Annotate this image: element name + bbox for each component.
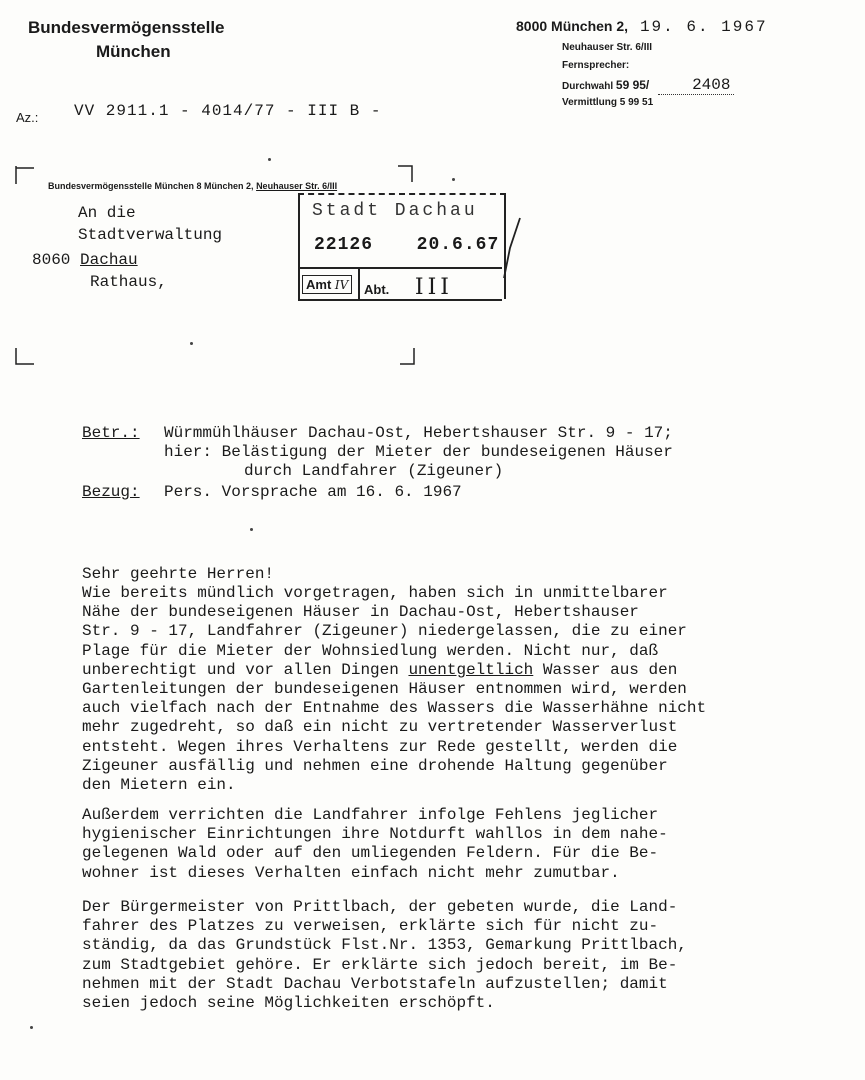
- switchboard-number: Vermittlung 5 99 51: [562, 97, 654, 108]
- paragraph-3: [82, 898, 862, 1013]
- stamp-amt-field: [302, 275, 352, 294]
- paragraph-line: entsteht. Wegen ihres Verhaltens zur Rede gestellt, werden die: [82, 737, 678, 756]
- window-corner-mark-bottom-right: [398, 344, 422, 370]
- paragraph-line: Nähe der bundeseigenen Häuser in Dachau-Ost, Hebertshauser: [82, 603, 639, 622]
- office-address: Neuhauser Str. 6/III: [562, 42, 653, 53]
- line-text: unberechtigt und vor allen Dingen: [82, 660, 409, 679]
- paragraph-line: Zigeuner ausfällig und nehmen eine drohende Haltung gegenüber: [82, 756, 668, 775]
- stamp-amt-handwritten: IV: [334, 278, 349, 292]
- scan-speck: [30, 1026, 33, 1029]
- paragraph-line: Plage für die Mieter der Wohnsiedlung werden. Nicht nur, daß: [82, 641, 659, 660]
- paragraph-line: Der Bürgermeister von Prittlbach, der gebeten wurde, die Land-: [82, 898, 678, 916]
- issuing-office-city: München: [96, 42, 171, 61]
- sender-return-address: [48, 181, 337, 191]
- paragraph-2: [82, 806, 862, 883]
- stamp-routing-row: [298, 267, 502, 301]
- handwritten-check-mark: [500, 208, 524, 298]
- paragraph-line: mehr zugedreht, so daß ein nicht zu vertretender Wasserverlust: [82, 718, 678, 737]
- paragraph-line: ständig, da das Grundstück Flst.Nr. 1353, Gemarkung Prittlbach,: [82, 936, 687, 955]
- window-corner-mark-bottom-left: [10, 344, 40, 370]
- recipient-lines: An die Stadtverwaltung: [78, 204, 223, 244]
- reference-number: VV 2911.1 - 4014/77 - III B -: [74, 102, 382, 120]
- paragraph-line: auch vielfach nach der Entnahme des Wassers die Wasserhähne nicht: [82, 699, 707, 718]
- paragraph-line: wohner ist dieses Verhalten einfach nicht mehr zumutbar.: [82, 863, 620, 882]
- salutation: Sehr geehrte Herren!: [82, 565, 275, 583]
- stamp-abt-label: Abt.: [364, 282, 390, 297]
- underlined-word: unentgeltlich: [408, 660, 534, 679]
- scan-speck: [190, 342, 193, 345]
- subject-line-1: Würmmühlhäuser Dachau-Ost, Hebertshauser Str. 9 - 17;: [164, 424, 673, 442]
- letter-date: 19. 6. 1967: [639, 18, 768, 36]
- stamp-number: 22126: [314, 235, 374, 255]
- scan-speck: [250, 528, 253, 531]
- stamp-number-date: [314, 235, 499, 255]
- reference-to-label: Bezug:: [82, 483, 140, 501]
- direct-dial-prefix: 59 95/: [615, 78, 650, 92]
- recipient-city: Dachau: [80, 251, 138, 269]
- received-stamp: [298, 193, 506, 299]
- stamp-abt-field: [364, 275, 453, 300]
- window-corner-mark-top-left: [10, 160, 40, 190]
- recipient-zip: 8060: [32, 251, 71, 269]
- paragraph-line: den Mietern ein.: [82, 776, 236, 795]
- direct-dial-label: Durchwahl: [562, 81, 614, 92]
- sender-return-street: Neuhauser Str. 6/III: [256, 181, 338, 191]
- scan-speck: [268, 158, 271, 161]
- issuing-office-name: Bundesvermögensstelle: [28, 18, 225, 37]
- phone-label: Fernsprecher:: [562, 60, 630, 71]
- recipient-zip-city: [32, 251, 138, 269]
- recipient-street: Rathaus,: [90, 273, 167, 291]
- stamp-date: 20.6.67: [416, 235, 500, 255]
- window-corner-mark-top-right: [396, 160, 420, 190]
- paragraph-line: fahrer des Platzes zu verweisen, erklärte sich für nicht zu-: [82, 917, 659, 936]
- paragraph-line: Str. 9 - 17, Landfahrer (Zigeuner) niedergelassen, die zu einer: [82, 622, 687, 641]
- paragraph-line: hygienischer Einrichtungen ihre Notdurft wahllos in dem nahe-: [82, 825, 668, 844]
- subject-label: Betr.:: [82, 424, 140, 442]
- reference-to-text: Pers. Vorsprache am 16. 6. 1967: [164, 483, 462, 501]
- paragraph-line: Gartenleitungen der bundeseigenen Häuser entnommen wird, werden: [82, 680, 687, 699]
- paragraph-line: Wie bereits mündlich vorgetragen, haben sich in unmittelbarer: [82, 584, 668, 602]
- stamp-amt-label: Amt: [306, 277, 332, 292]
- reference-label: Az.:: [16, 110, 39, 125]
- stamp-divider: [358, 269, 360, 299]
- paragraph-line: Außerdem verrichten die Landfahrer infolge Fehlens jeglicher: [82, 806, 659, 824]
- stamp-title: Stadt Dachau: [312, 201, 478, 221]
- city: 8000 München 2,: [516, 18, 629, 34]
- line-text: Wasser aus den: [533, 660, 678, 679]
- paragraph-line: [82, 661, 862, 680]
- sender-return-office: Bundesvermögensstelle München 8 München 2,: [48, 181, 254, 191]
- subject-line-3: durch Landfahrer (Zigeuner): [244, 462, 504, 480]
- subject-line-2: hier: Belästigung der Mieter der bundeseigenen Häuser: [164, 443, 673, 461]
- scan-speck: [452, 178, 455, 181]
- place-and-date: [516, 18, 768, 36]
- paragraph-line: gelegenen Wald oder auf den umliegenden Feldern. Für die Be-: [82, 844, 659, 863]
- paragraph-1: [82, 584, 862, 795]
- paragraph-line: zum Stadtgebiet gehöre. Er erklärte sich jedoch bereit, im Be-: [82, 955, 678, 974]
- direct-dial: [562, 76, 734, 94]
- stamp-abt-handwritten: III: [414, 275, 453, 300]
- direct-dial-extension: 2408: [658, 76, 734, 95]
- paragraph-line: nehmen mit der Stadt Dachau Verbotstafeln aufzustellen; damit: [82, 974, 668, 993]
- paragraph-line: seien jedoch seine Möglichkeiten erschöpft.: [82, 994, 495, 1013]
